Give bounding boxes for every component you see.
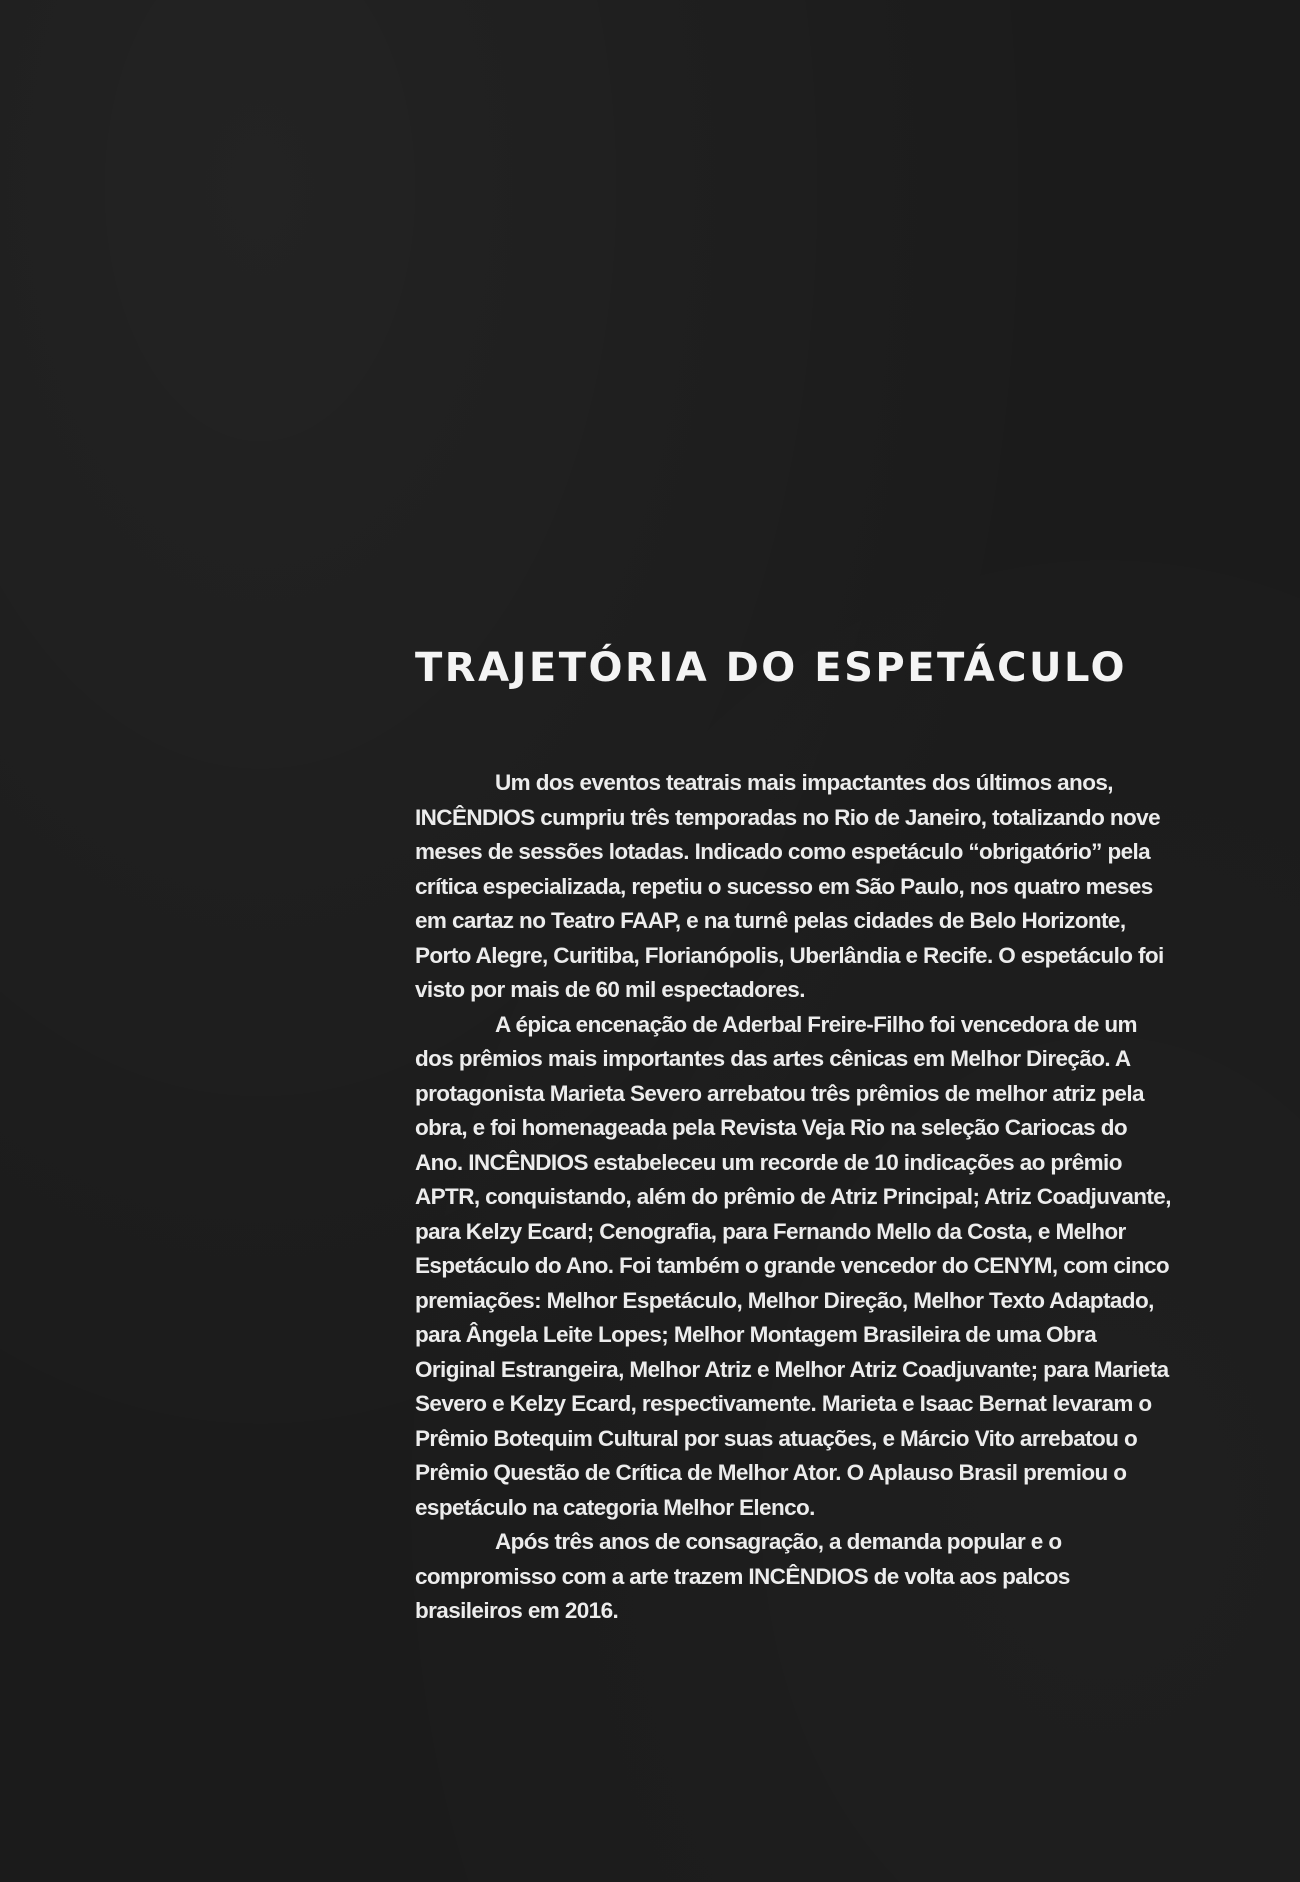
paragraph: A épica encenação de Aderbal Freire-Filho foi vencedora de um dos prêmios mais importantes das artes cênicas em Melhor Direção. A protagonista Marieta Severo arrebatou três prêmios de melhor atriz pela obra, e foi homenageada pela Revista Veja Rio na seleção Cariocas do Ano. INCÊNDIOS estabeleceu um recorde de 10 indicações ao prêmio APTR, conquistando, além do prêmio de Atriz Principal; Atriz Coadjuvante, para Kelzy Ecard; Cenografia, para Fernando Mello da Costa, e Melhor Espetáculo do Ano. Foi também o grande vencedor do CENYM, com cinco premiações: Melhor Espetáculo, Melhor Direção, Melhor Texto Adaptado, para Ângela Leite Lopes; Melhor Montagem Brasileira de uma Obra Original Estrangeira, Melhor Atriz e Melhor Atriz Coadjuvante; para Marieta Severo e Kelzy Ecard, respectivamente. Marieta e Isaac Bernat levaram o Prêmio Botequim Cultural por suas atuações, e Márcio Vito arrebatou o Prêmio Questão de Crítica de Melhor Ator. O Aplauso Brasil premiou o espetáculo na categoria Melhor Elenco. <box>415 1011 1171 1520</box>
paragraph: Após três anos de consagração, a demanda popular e o compromisso com a arte trazem INCÊNDIOS de volta aos palcos brasileiros em 2016. <box>415 1529 1070 1623</box>
page-title: TRAJETÓRIA DO ESPETÁCULO <box>415 645 1128 691</box>
article-body <box>415 766 1175 1629</box>
paragraph: Um dos eventos teatrais mais impactantes dos últimos anos, INCÊNDIOS cumpriu três temporadas no Rio de Janeiro, totalizando nove meses de sessões lotadas. Indicado como espetáculo “obrigatório” pela crítica especializada, repetiu o sucesso em São Paulo, nos quatro meses em cartaz no Teatro FAAP, e na turnê pelas cidades de Belo Horizonte, Porto Alegre, Curitiba, Florianópolis, Uberlândia e Recife. O espetáculo foi visto por mais de 60 mil espectadores. <box>415 770 1164 1002</box>
article <box>415 640 1175 1629</box>
